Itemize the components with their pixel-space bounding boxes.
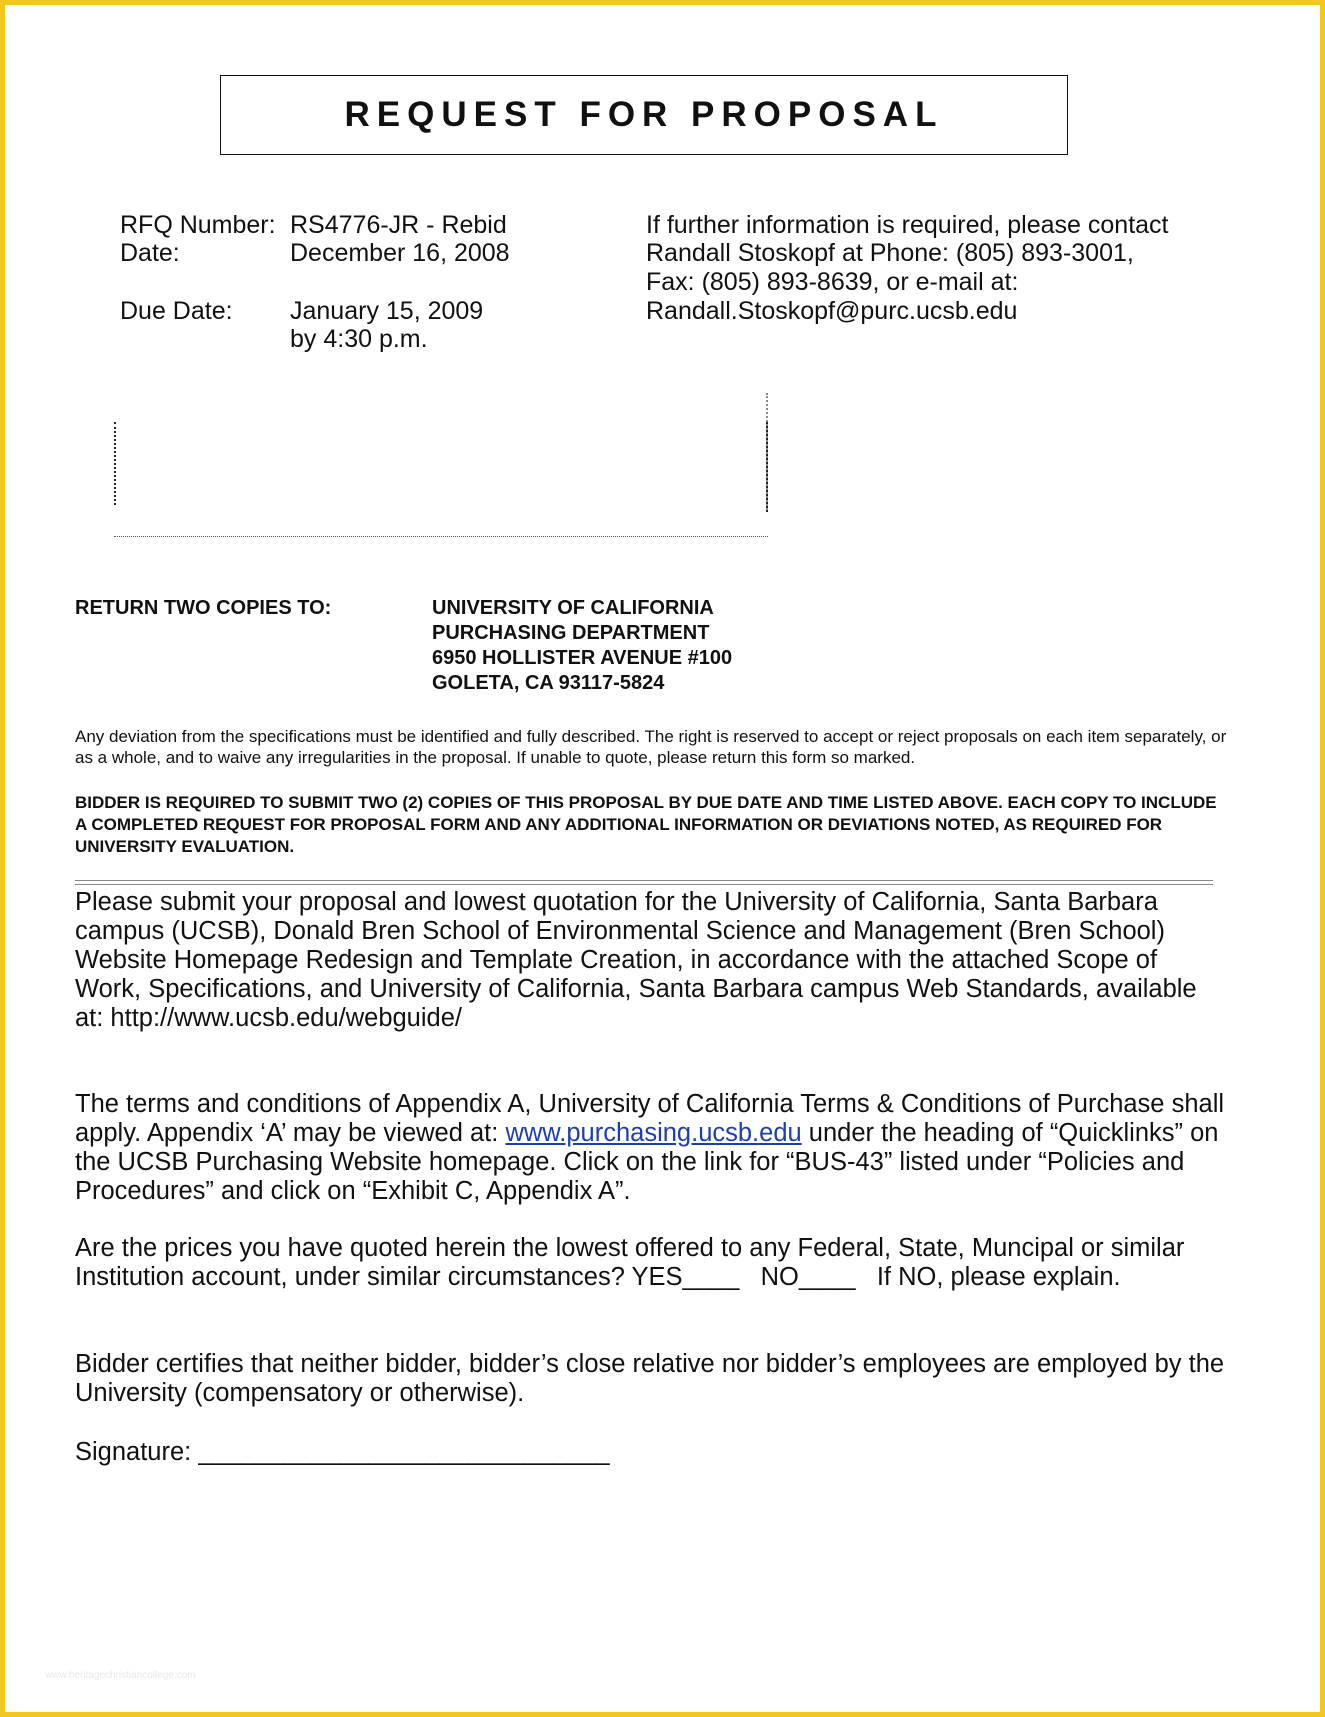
bidder-requirement: BIDDER IS REQUIRED TO SUBMIT TWO (2) COPIES OF THIS PROPOSAL BY DUE DATE AND TIME LISTED ABOVE. EACH COPY TO INCLUDE A COMPLETED REQUEST FOR PROPOSAL FORM AND ANY ADDITIONAL INFORMATION OR DEVIATIONS NOTED, AS REQUIRED FOR UNIVERSITY EVALUATION. xyxy=(75,793,1217,856)
yes-blank[interactable]: YES____ xyxy=(631,1263,740,1291)
box-bottom-border xyxy=(114,536,768,537)
document-title: REQUEST FOR PROPOSAL xyxy=(344,95,944,134)
submit-proposal-paragraph: Please submit your proposal and lowest quotation for the University of California, Santa Barbara campus (UCSB), Donald Bren School of Environmental Science and Management (Bren School) Website Homepage Redesign and Template Creation, in accordance with the attached Scope of Work, Specifications, and University of California, Santa Barbara campus Web Standards, available at: http://www.ucsb.edu/webguide/ xyxy=(75,888,1197,1032)
signature-label: Signature: xyxy=(75,1438,199,1466)
certification-paragraph: Bidder certifies that neither bidder, bidder’s close relative nor bidder’s employees are employed by the University (compensatory or otherwise). xyxy=(75,1350,1225,1407)
box-left-border xyxy=(114,422,116,505)
signature-field xyxy=(75,1438,610,1467)
due-date-label: Due Date: xyxy=(120,297,233,325)
address-line-2: PURCHASING DEPARTMENT xyxy=(432,622,710,644)
document-page xyxy=(5,5,1320,1712)
terms-text-start: The terms and conditions of Appendix A, University of California Terms & Conditions of Purchase shall apply. Appendix ‘A’ may be viewed at: xyxy=(75,1090,1225,1147)
signature-line[interactable]: _____________________________ xyxy=(198,1438,610,1466)
explain-text: If NO, please explain. xyxy=(876,1263,1121,1291)
terms-paragraph xyxy=(75,1090,1225,1206)
address-line-4: GOLETA, CA 93117-5824 xyxy=(432,672,665,694)
box-right-border xyxy=(766,422,768,512)
no-blank[interactable]: NO____ xyxy=(760,1263,856,1291)
rfq-number-label: RFQ Number: xyxy=(120,211,276,239)
address-line-1: UNIVERSITY OF CALIFORNIA xyxy=(432,597,714,619)
rfq-number-value: RS4776-JR - Rebid xyxy=(290,211,507,239)
purchasing-website-link[interactable]: www.purchasing.ucsb.edu xyxy=(505,1119,802,1147)
due-time-value: by 4:30 p.m. xyxy=(290,325,428,353)
return-copies-label: RETURN TWO COPIES TO: xyxy=(75,597,332,619)
prices-question-text: Are the prices you have quoted herein the lowest offered to any Federal, State, Muncipal or similar Institution account, under similar circumstances? xyxy=(75,1234,1185,1291)
prices-question xyxy=(75,1234,1225,1292)
contact-email: Randall.Stoskopf@purc.ucsb.edu xyxy=(646,297,1018,325)
contact-line-1: If further information is required, please contact xyxy=(646,211,1169,239)
date-value: December 16, 2008 xyxy=(290,239,510,267)
address-line-3: 6950 HOLLISTER AVENUE #100 xyxy=(432,647,733,669)
deviation-notice: Any deviation from the specifications must be identified and fully described. The right is reserved to accept or reject proposals on each item separately, or as a whole, and to waive any irregularities in the proposal. If unable to quote, please return this form so marked. xyxy=(75,727,1227,767)
date-label: Date: xyxy=(120,239,180,267)
due-date-value: January 15, 2009 xyxy=(290,297,484,325)
watermark: www.heritagechristiancollege.com xyxy=(45,1670,196,1681)
terms-text-end: under the heading of “Quicklinks” on the UCSB Purchasing Website homepage. Click on the link for “BUS-43” listed under “Policies and Procedures” and click on “Exhibit C, Appendix A”. xyxy=(75,1119,1219,1205)
contact-line-2: Randall Stoskopf at Phone: (805) 893-3001, xyxy=(646,239,1134,267)
section-divider xyxy=(75,880,1213,885)
title-box xyxy=(220,75,1068,155)
contact-line-3: Fax: (805) 893-8639, or e-mail at: xyxy=(646,268,1019,296)
